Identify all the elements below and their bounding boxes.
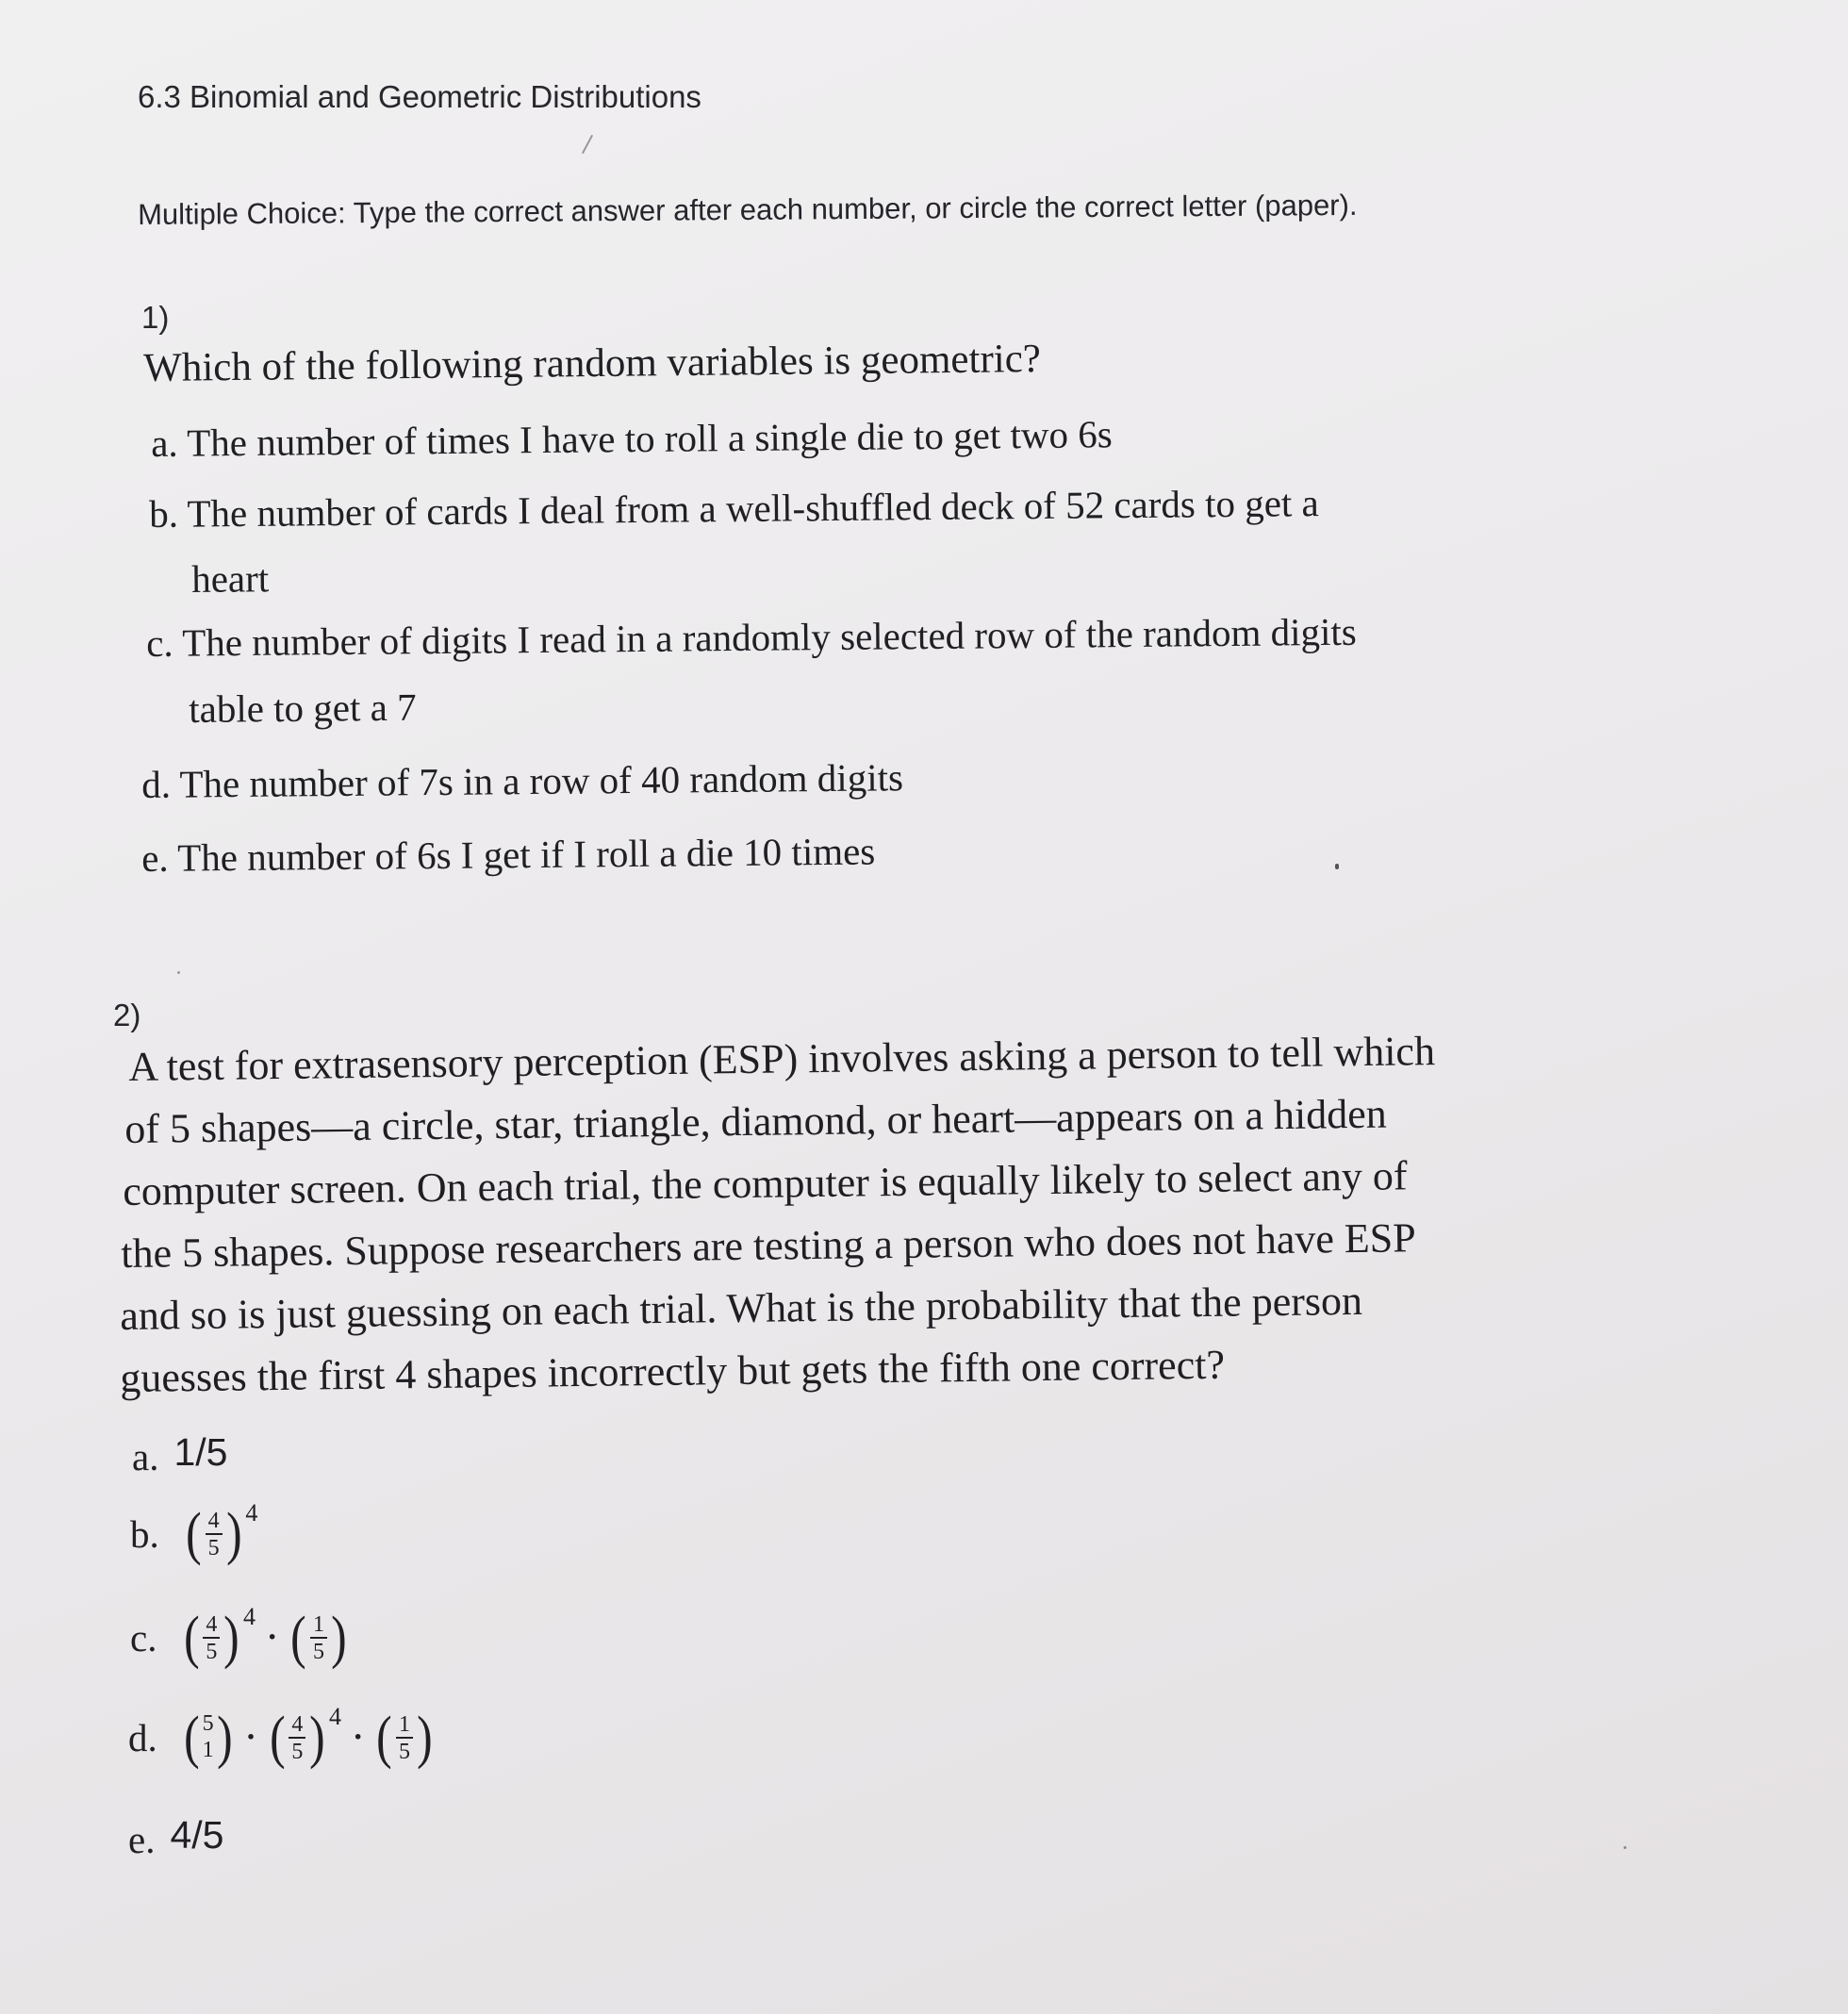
close-paren: ) bbox=[309, 1706, 325, 1770]
paper-speck bbox=[1335, 864, 1339, 869]
option-letter: c. bbox=[146, 620, 173, 665]
denominator: 5 bbox=[207, 1535, 220, 1560]
multiply-dot: · bbox=[245, 1720, 256, 1755]
fraction bbox=[206, 1510, 223, 1560]
denominator: 5 bbox=[206, 1639, 218, 1664]
exponent: 4 bbox=[328, 1703, 341, 1730]
q1-option-c-continuation: table to get a 7 bbox=[189, 685, 417, 731]
fraction bbox=[310, 1613, 327, 1663]
question-2-text-line: and so is just guessing on each trial. What is the probability that the person bbox=[120, 1277, 1363, 1339]
numerator: 4 bbox=[206, 1510, 223, 1535]
close-paren: ) bbox=[331, 1606, 347, 1670]
numerator: 1 bbox=[396, 1713, 413, 1739]
fraction bbox=[203, 1613, 220, 1663]
question-2-text-line: of 5 shapes—a circle, star, triangle, diamond, or heart—appears on a hidden bbox=[124, 1090, 1388, 1152]
numerator: 4 bbox=[289, 1713, 305, 1739]
option-letter: e. bbox=[128, 1817, 156, 1861]
option-letter: b. bbox=[149, 491, 179, 536]
option-letter: a. bbox=[132, 1434, 159, 1478]
numerator: 4 bbox=[203, 1613, 220, 1639]
question-1-text: Which of the following random variables is geometric? bbox=[143, 337, 1042, 390]
close-paren: ) bbox=[225, 1502, 242, 1566]
q2-option-c[interactable] bbox=[130, 1603, 349, 1670]
math-expression bbox=[184, 1499, 258, 1566]
numerator: 1 bbox=[310, 1613, 327, 1639]
q1-option-e[interactable] bbox=[141, 829, 875, 881]
option-letter: e. bbox=[141, 835, 169, 880]
denominator: 5 bbox=[291, 1739, 304, 1764]
q1-option-a[interactable] bbox=[151, 411, 1113, 466]
question-2-text-line: guesses the first 4 shapes incorrectly but gets the fifth one correct? bbox=[120, 1341, 1226, 1401]
option-text: The number of 6s I get if I roll a die 10 times bbox=[176, 829, 876, 880]
open-paren: ( bbox=[269, 1706, 286, 1770]
option-letter: a. bbox=[151, 421, 178, 465]
paper-speck bbox=[177, 971, 180, 974]
question-2-text-line: the 5 shapes. Suppose researchers are testing a person who does not have ESP bbox=[121, 1214, 1416, 1277]
multiply-dot: · bbox=[267, 1620, 278, 1655]
option-text: The number of times I have to roll a single die to get two 6s bbox=[186, 412, 1113, 465]
question-2-text-line: computer screen. On each trial, the computer is equally likely to select any of bbox=[123, 1152, 1408, 1214]
binomial-bottom: 1 bbox=[202, 1738, 214, 1762]
q2-option-b[interactable] bbox=[130, 1499, 258, 1566]
option-text: The number of 7s in a row of 40 random digits bbox=[179, 755, 904, 806]
open-paren: ( bbox=[376, 1706, 392, 1770]
option-letter: d. bbox=[128, 1716, 157, 1759]
option-text: 4/5 bbox=[170, 1813, 224, 1857]
multiply-dot: · bbox=[352, 1720, 364, 1755]
q1-option-b-continuation: heart bbox=[191, 556, 270, 601]
open-paren: ( bbox=[183, 1606, 200, 1670]
option-letter: d. bbox=[141, 762, 172, 806]
open-paren: ( bbox=[186, 1502, 202, 1566]
pencil-mark bbox=[582, 135, 593, 154]
option-letter: b. bbox=[130, 1512, 159, 1556]
binomial-coefficient bbox=[203, 1711, 214, 1763]
exponent: 4 bbox=[243, 1603, 256, 1630]
open-paren: ( bbox=[184, 1706, 200, 1770]
denominator: 5 bbox=[398, 1739, 410, 1764]
question-2-text-line: A test for extrasensory perception (ESP) involves asking a person to tell which bbox=[128, 1028, 1436, 1090]
close-paren: ) bbox=[216, 1706, 233, 1770]
q1-option-c[interactable] bbox=[146, 609, 1357, 666]
q2-option-a[interactable] bbox=[132, 1429, 227, 1479]
question-2-number: 2) bbox=[113, 998, 141, 1032]
option-text: The number of cards I deal from a well-shuffled deck of 52 cards to get a bbox=[187, 481, 1319, 536]
option-letter: c. bbox=[130, 1616, 157, 1659]
paper-speck bbox=[1624, 1846, 1626, 1849]
question-1-number: 1) bbox=[141, 300, 170, 335]
denominator: 5 bbox=[313, 1639, 325, 1664]
binomial-top: 5 bbox=[202, 1711, 214, 1737]
math-expression bbox=[182, 1603, 349, 1670]
close-paren: ) bbox=[417, 1706, 433, 1770]
close-paren: ) bbox=[223, 1606, 239, 1670]
math-expression bbox=[182, 1703, 435, 1770]
instructions-text: Multiple Choice: Type the correct answer after each number, or circle the correct letter (paper). bbox=[138, 188, 1358, 231]
q2-option-d[interactable] bbox=[128, 1703, 435, 1770]
q1-option-b[interactable] bbox=[149, 480, 1319, 537]
exponent: 4 bbox=[245, 1499, 258, 1527]
fraction bbox=[289, 1713, 305, 1763]
fraction bbox=[396, 1713, 413, 1763]
page-title: 6.3 Binomial and Geometric Distributions bbox=[138, 79, 701, 114]
open-paren: ( bbox=[290, 1606, 306, 1670]
option-text: The number of digits I read in a randomly selected row of the random digits bbox=[181, 609, 1357, 665]
q2-option-e[interactable] bbox=[128, 1812, 223, 1862]
option-text: 1/5 bbox=[173, 1430, 228, 1474]
q1-option-d[interactable] bbox=[141, 754, 903, 807]
